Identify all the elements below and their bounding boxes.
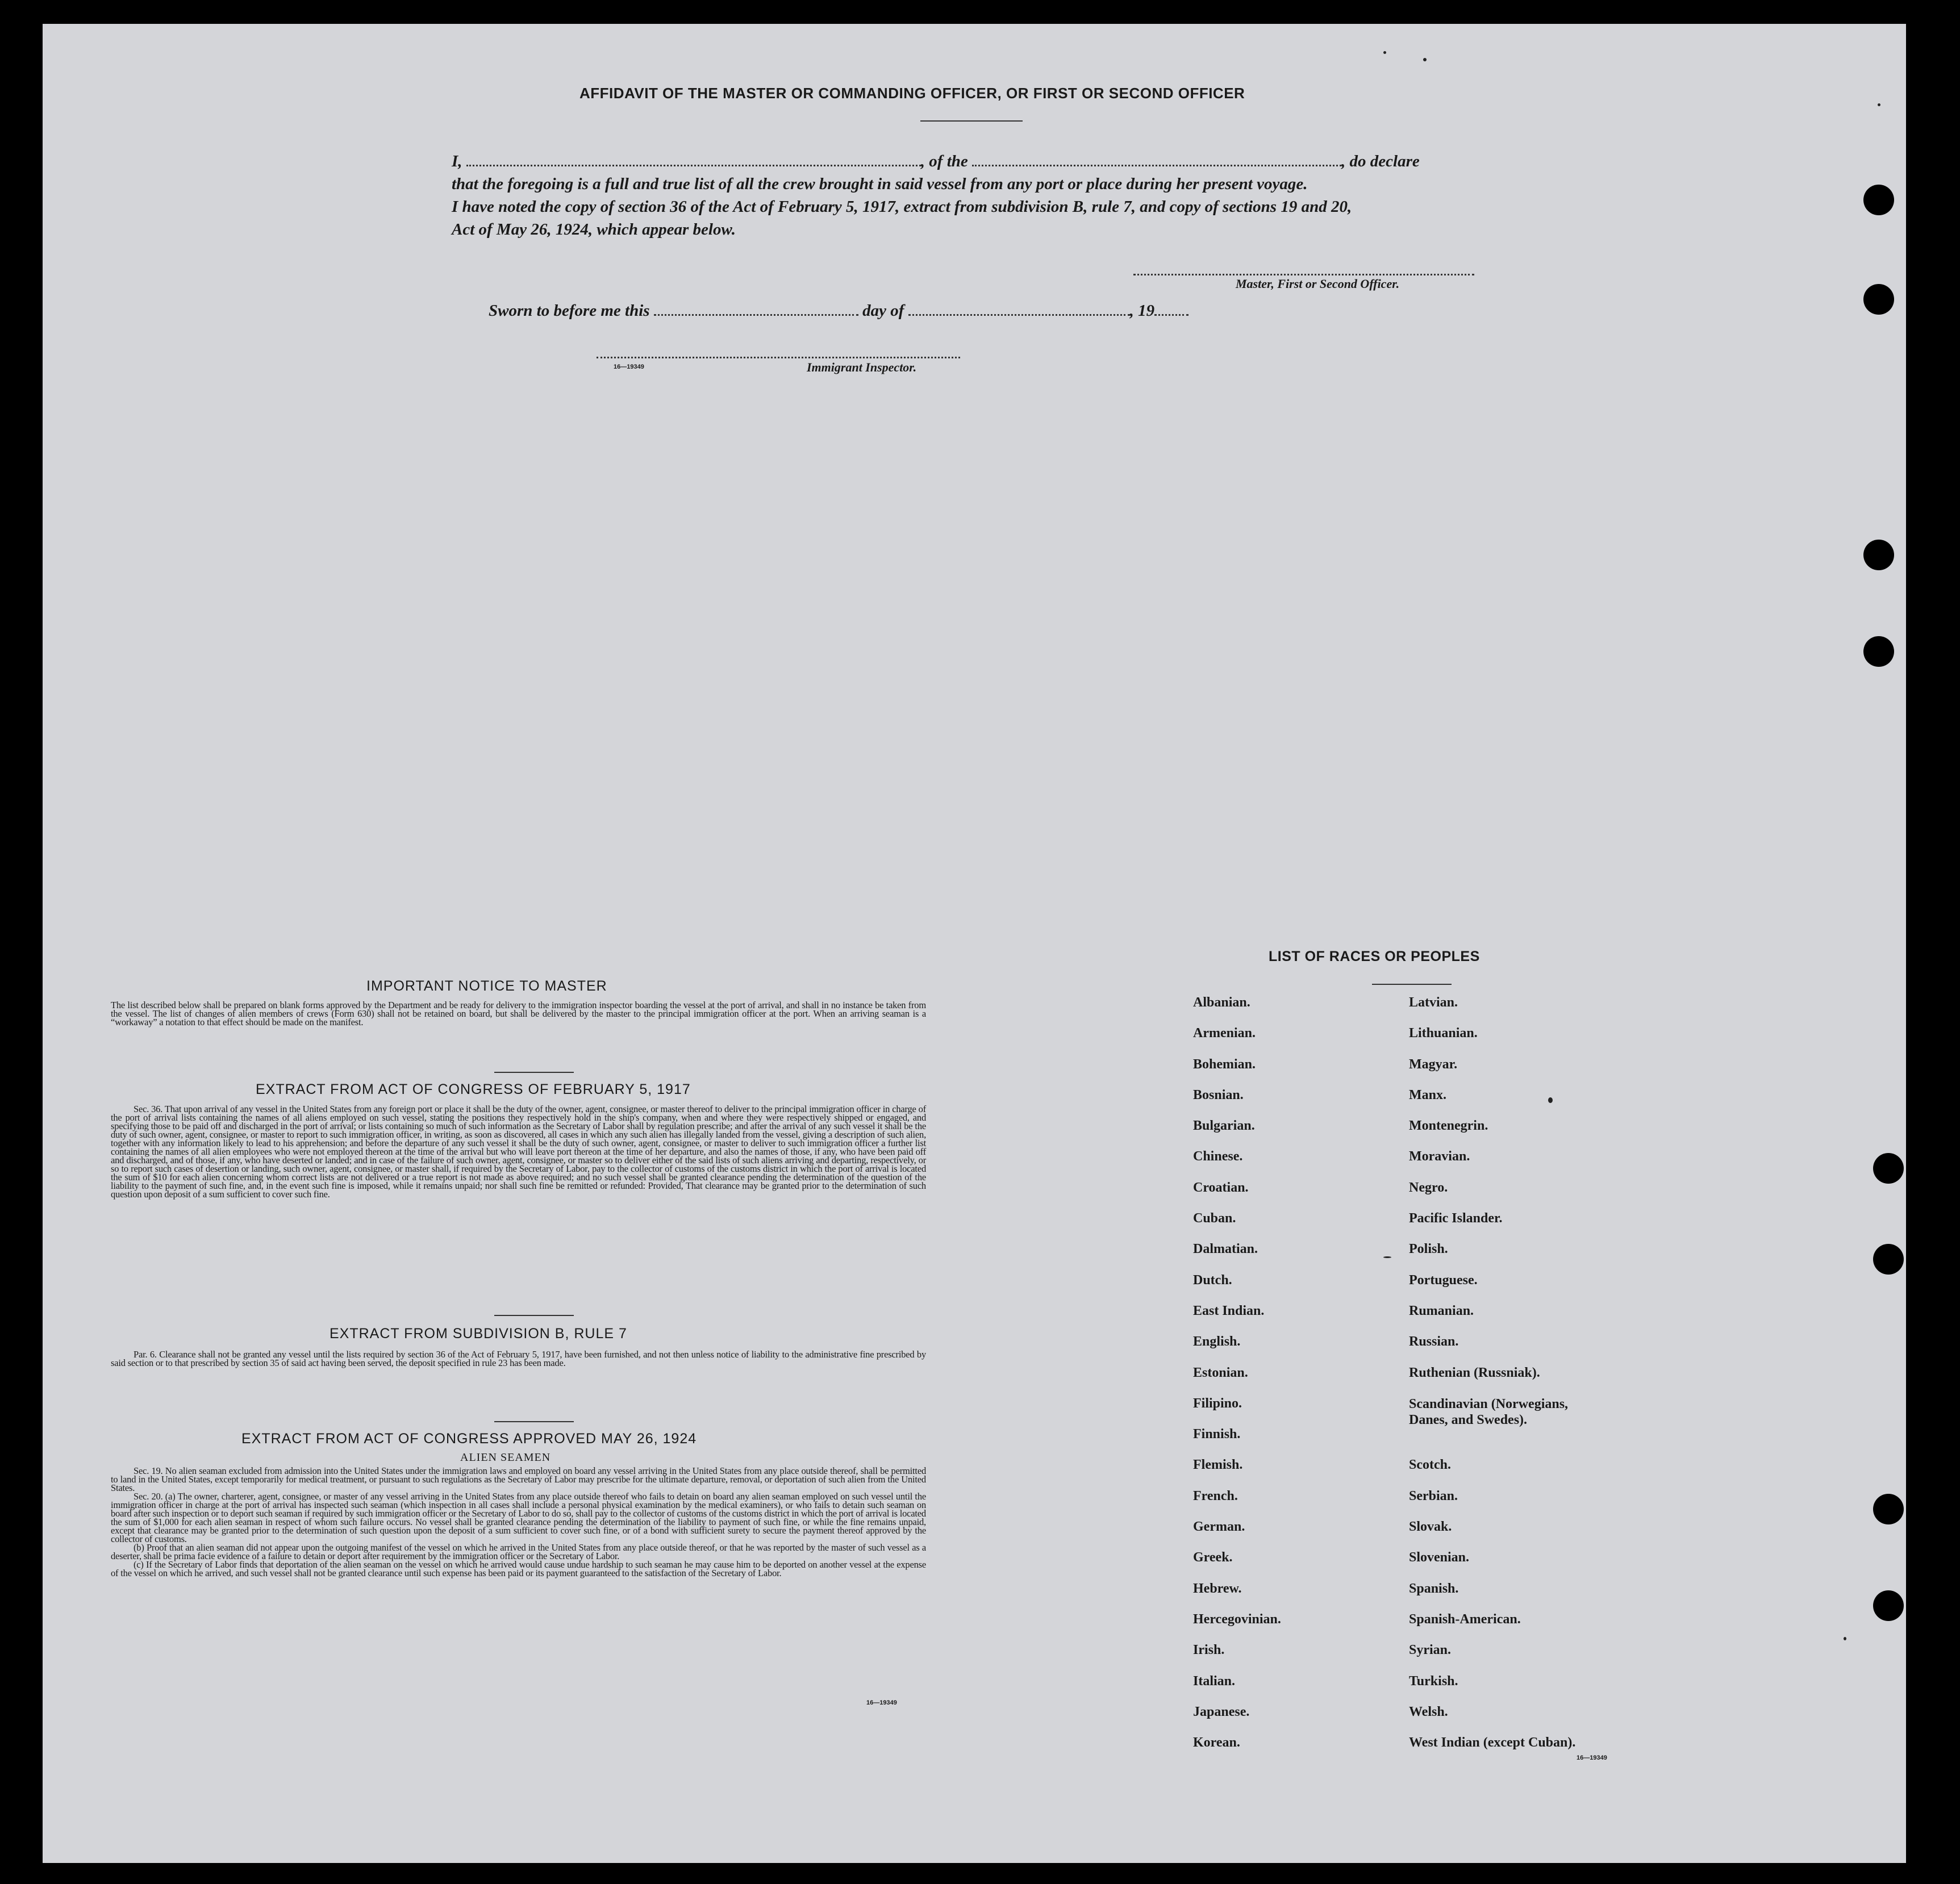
declaration-line-2: that the foregoing is a full and true list of all the crew brought in said vessel from any port or place during her present voyage. (452, 175, 1308, 193)
race-item: Greek. (1193, 1550, 1233, 1565)
punch-hole (1873, 1244, 1904, 1275)
race-item: Negro. (1409, 1180, 1448, 1195)
race-item: Spanish. (1409, 1581, 1459, 1596)
race-item: Latvian. (1409, 995, 1458, 1010)
declaration-line-4: Act of May 26, 1924, which appear below. (452, 220, 736, 239)
notice-body (111, 1001, 926, 1026)
race-item: Slovenian. (1409, 1550, 1470, 1565)
extract-1924-subtitle: ALIEN SEAMEN (460, 1451, 551, 1464)
sworn-month-field[interactable] (908, 305, 1130, 316)
declaration-line-1 (452, 150, 1420, 173)
race-item: Cuban. (1193, 1211, 1236, 1226)
sworn-day-of: day of (862, 302, 904, 320)
race-item: Korean. (1193, 1735, 1240, 1751)
section-divider (494, 1421, 574, 1422)
extract-1917-body (111, 1105, 926, 1198)
rule7-body (111, 1350, 926, 1367)
sec20c-text: (c) If the Secretary of Labor finds that deportation of the alien seaman on the vessel on which he arrived would cause undue hardship to such seaman he may cause him to be deported on another vessel at the expense of the vessel on which he arrived, and such vessel shall not be granted clearance until such expense has been paid or its payment guaranteed to the satisfaction of the Secretary of Labor. (111, 1559, 926, 1578)
punch-hole (1863, 284, 1894, 315)
sworn-day-field[interactable] (654, 305, 858, 316)
inspector-label: Immigrant Inspector. (807, 360, 917, 374)
declaration-do-declare: , do declare (1341, 152, 1420, 170)
punch-hole (1873, 1494, 1904, 1524)
affidavit-title: AFFIDAVIT OF THE MASTER OR COMMANDING OFFICER, OR FIRST OR SECOND OFFICER (579, 85, 1245, 102)
race-item: West Indian (except Cuban). (1409, 1735, 1576, 1751)
speck (1423, 58, 1427, 61)
race-item: Hebrew. (1193, 1581, 1242, 1596)
race-item: Armenian. (1193, 1026, 1256, 1041)
sworn-year-field[interactable] (1154, 305, 1188, 316)
punch-hole (1873, 1153, 1904, 1184)
race-item: Montenegrin. (1409, 1118, 1488, 1134)
race-item: Magyar. (1409, 1056, 1458, 1072)
race-item: French. (1193, 1488, 1238, 1503)
race-item: Dalmatian. (1193, 1242, 1258, 1257)
race-item: Japanese. (1193, 1704, 1250, 1719)
race-item-text: Scandinavian (Norwegians, Danes, and Swedes). (1409, 1396, 1569, 1427)
race-item: Bosnian. (1193, 1087, 1244, 1102)
race-item: Welsh. (1409, 1704, 1448, 1719)
speck (1383, 51, 1386, 54)
title-divider (920, 120, 1023, 122)
race-item: Irish. (1193, 1643, 1225, 1658)
race-item: Moravian. (1409, 1149, 1470, 1164)
race-item: Serbian. (1409, 1488, 1458, 1503)
sec19-text: Sec. 19. No alien seaman excluded from admission into the United States under the immigration laws and employed on board any vessel arriving in the United States from any place outside thereof, shall be permitted to land in the United States, except temporarily for medical treatment, or pursuant to such regulations as the Secretary of Labor may prescribe for the ultimate departure, removal, or deportation of such alien from the United States. (111, 1465, 926, 1493)
race-item: Italian. (1193, 1673, 1236, 1689)
races-form-number: 16—19349 (1577, 1754, 1607, 1761)
race-item: English. (1193, 1334, 1241, 1350)
races-title: LIST OF RACES OR PEOPLES (1269, 949, 1480, 964)
punch-hole (1873, 1590, 1904, 1621)
section-divider (494, 1315, 574, 1316)
notice-title: IMPORTANT NOTICE TO MASTER (366, 978, 607, 994)
rule7-title: EXTRACT FROM SUBDIVISION B, RULE 7 (330, 1326, 627, 1342)
race-item: Turkish. (1409, 1673, 1458, 1689)
master-signature-line[interactable] (1133, 274, 1474, 275)
races-left-column (1193, 995, 1281, 1766)
race-item: Russian. (1409, 1334, 1459, 1350)
declaration-of-the: , of the (920, 152, 968, 170)
race-item: Filipino. (1193, 1396, 1242, 1411)
sec20b-text: (b) Proof that an alien seaman did not appear upon the outgoing manifest of the vessel on which he arrived in the United States from any place outside thereof, or that he was reported by the master of such vessel as a deserter, shall be prima facie evidence of a failure to detain or deport after requirement by the immigration officer or the Secretary of Labor. (111, 1542, 926, 1561)
rule7-text: Par. 6. Clearance shall not be granted any vessel until the lists required by section 36 of the Act of February 5, 1917, have been furnished, and not then unless notice of liability to the administrative fine prescribed by said section or to that prescribed by section 35 of said act having been served, the deposit specified in rule 23 has been made. (111, 1349, 926, 1368)
extract-1917-title: EXTRACT FROM ACT OF CONGRESS OF FEBRUARY 5, 1917 (256, 1081, 691, 1097)
section-divider (494, 1072, 574, 1073)
race-item: Ruthenian (Russniak). (1409, 1365, 1540, 1380)
race-item: Albanian. (1193, 995, 1250, 1010)
extract-form-number: 16—19349 (866, 1699, 897, 1706)
race-item: Dutch. (1193, 1272, 1232, 1288)
race-item: Rumanian. (1409, 1303, 1474, 1318)
race-item: Estonian. (1193, 1365, 1248, 1380)
punch-hole (1863, 185, 1894, 215)
race-item: Hercegovinian. (1193, 1611, 1281, 1627)
race-item: Chinese. (1193, 1149, 1243, 1164)
inspector-signature-line[interactable] (597, 357, 960, 358)
declaration-i: I, (452, 152, 462, 170)
extract-1924-title: EXTRACT FROM ACT OF CONGRESS APPROVED MAY 26, 1924 (241, 1431, 697, 1447)
vessel-name-field[interactable] (972, 156, 1341, 166)
speck (1878, 103, 1880, 106)
race-item: Finnish. (1193, 1427, 1241, 1442)
extract-1924-body (111, 1467, 926, 1577)
races-right-column (1409, 995, 1596, 1766)
race-item: Pacific Islander. (1409, 1211, 1503, 1226)
sworn-year-prefix: , 19 (1129, 302, 1155, 320)
form-page (43, 24, 1906, 1863)
race-item: East Indian. (1193, 1303, 1265, 1318)
speck (1844, 1637, 1846, 1640)
extract-1917-text: Sec. 36. That upon arrival of any vessel in the United States from any foreign port or place it shall be the duty of the owner, agent, consignee, or master thereof to deliver to the principal immigration officer in charge of the port of arrival lists containing the names of all aliens employed on such vessel, stating the positions they respectively hold in the ship's company, when and where they were respectively shipped or engaged, and specifying those to be paid off and discharged in the port of arrival; or lists containing so much of such information as the Secretary of Labor shall by regulation prescribe; and after the arrival of any such vessel it shall be the duty of such owner, agent, consignee, or master to report to such immigration officer, in writing, as soon as discovered, all cases in which any such alien has illegally landed from the vessel, giving a description of such alien, together with any information likely to lead to his apprehension; and before the departure of any such vessel it shall be the duty of such owner, agent, consignee, or master to deliver to such immigration officer a further list containing the names of all alien employees who were not employed thereon at the time of the arrival but who will leave port thereon at the time of her departure, and also the names of those, if any, who have been paid off and discharged, and of those, if any, who have deserted or landed; and in case of the failure of such owner, agent, consignee, or master so to deliver either of the said lists of such aliens arriving and departing, respectively, or so to report such cases of desertion or landing, such owner, agent, consignee, or master shall, if required by the Secretary of Labor, pay to the collector of customs of the customs district in which the port of arrival is located the sum of $10 for each alien concerning whom correct lists are not delivered or a true report is not made as above required; and no such vessel shall be granted clearance pending the determination of the question of the liability to the payment of such fine, and, in the event such fine is imposed, while it remains unpaid; nor shall such fine be remitted or refunded: Provided, That clearance may be granted prior to the determination of such question upon deposit of a sum sufficient to cover such fine. (111, 1104, 926, 1200)
speck (1383, 1256, 1391, 1258)
race-item: Scotch. (1409, 1457, 1451, 1473)
race-item: Portuguese. (1409, 1272, 1478, 1288)
race-item: German. (1193, 1519, 1245, 1535)
punch-hole (1863, 636, 1894, 667)
notice-text: The list described below shall be prepared on blank forms approved by the Department and be ready for delivery to the immigration inspector boarding the vessel at the port of arrival, and shall in no instance be taken from the vessel. The list of changes of alien members of crews (Form 630) shall not be retained on board, but shall be delivered by the master to the principal immigration officer at the port. When an arriving seaman is a “workaway” a notation to that effect should be made on the manifest. (111, 1000, 926, 1027)
race-item: Bohemian. (1193, 1056, 1256, 1072)
name-field[interactable] (466, 156, 921, 166)
sec20a-text: Sec. 20. (a) The owner, charterer, agent, consignee, or master of any vessel arriving in the United States from any place outside thereof who fails to detain on board any alien seaman employed on such vessel until the immigration officer in charge at the port of arrival has inspected such seaman (which inspection in all cases shall include a personal physical examination by the medical examiners), or who fails to detain such seaman on board after such inspection or to deport such seaman if required by such immigration officer or the Secretary of Labor to do so, shall pay to the collector of customs of the customs district in which the port of arrival is located the sum of $1,000 for each alien seaman in respect of whom such failure occurs. No vessel shall be granted clearance pending the determination of the liability to payment of such fine, or while the fine remains unpaid, except that clearance may be granted prior to the determination of such question upon the deposit of a sum sufficient to cover such fine, or of a bond with sufficient surety to secure the payment thereof approved by the collector of customs. (111, 1491, 926, 1544)
declaration-line-3: I have noted the copy of section 36 of the Act of February 5, 1917, extract from subdivision B, rule 7, and copy of sections 19 and 20, (452, 198, 1352, 216)
race-item: Bulgarian. (1193, 1118, 1255, 1134)
form-number: 16—19349 (614, 364, 644, 370)
race-item: Spanish-American. (1409, 1611, 1521, 1627)
sworn-prefix: Sworn to before me this (489, 302, 650, 320)
race-item (1409, 1396, 1596, 1458)
races-title-divider (1372, 984, 1452, 985)
race-item: Lithuanian. (1409, 1026, 1478, 1041)
race-item: Slovak. (1409, 1519, 1452, 1535)
race-item: Polish. (1409, 1242, 1448, 1257)
race-item: Croatian. (1193, 1180, 1249, 1195)
punch-hole (1863, 540, 1894, 570)
sworn-line (489, 299, 1188, 322)
race-item: Syrian. (1409, 1643, 1452, 1658)
race-item: Manx. (1409, 1087, 1446, 1102)
master-signature-label: Master, First or Second Officer. (1236, 277, 1400, 291)
race-item: Flemish. (1193, 1457, 1243, 1473)
